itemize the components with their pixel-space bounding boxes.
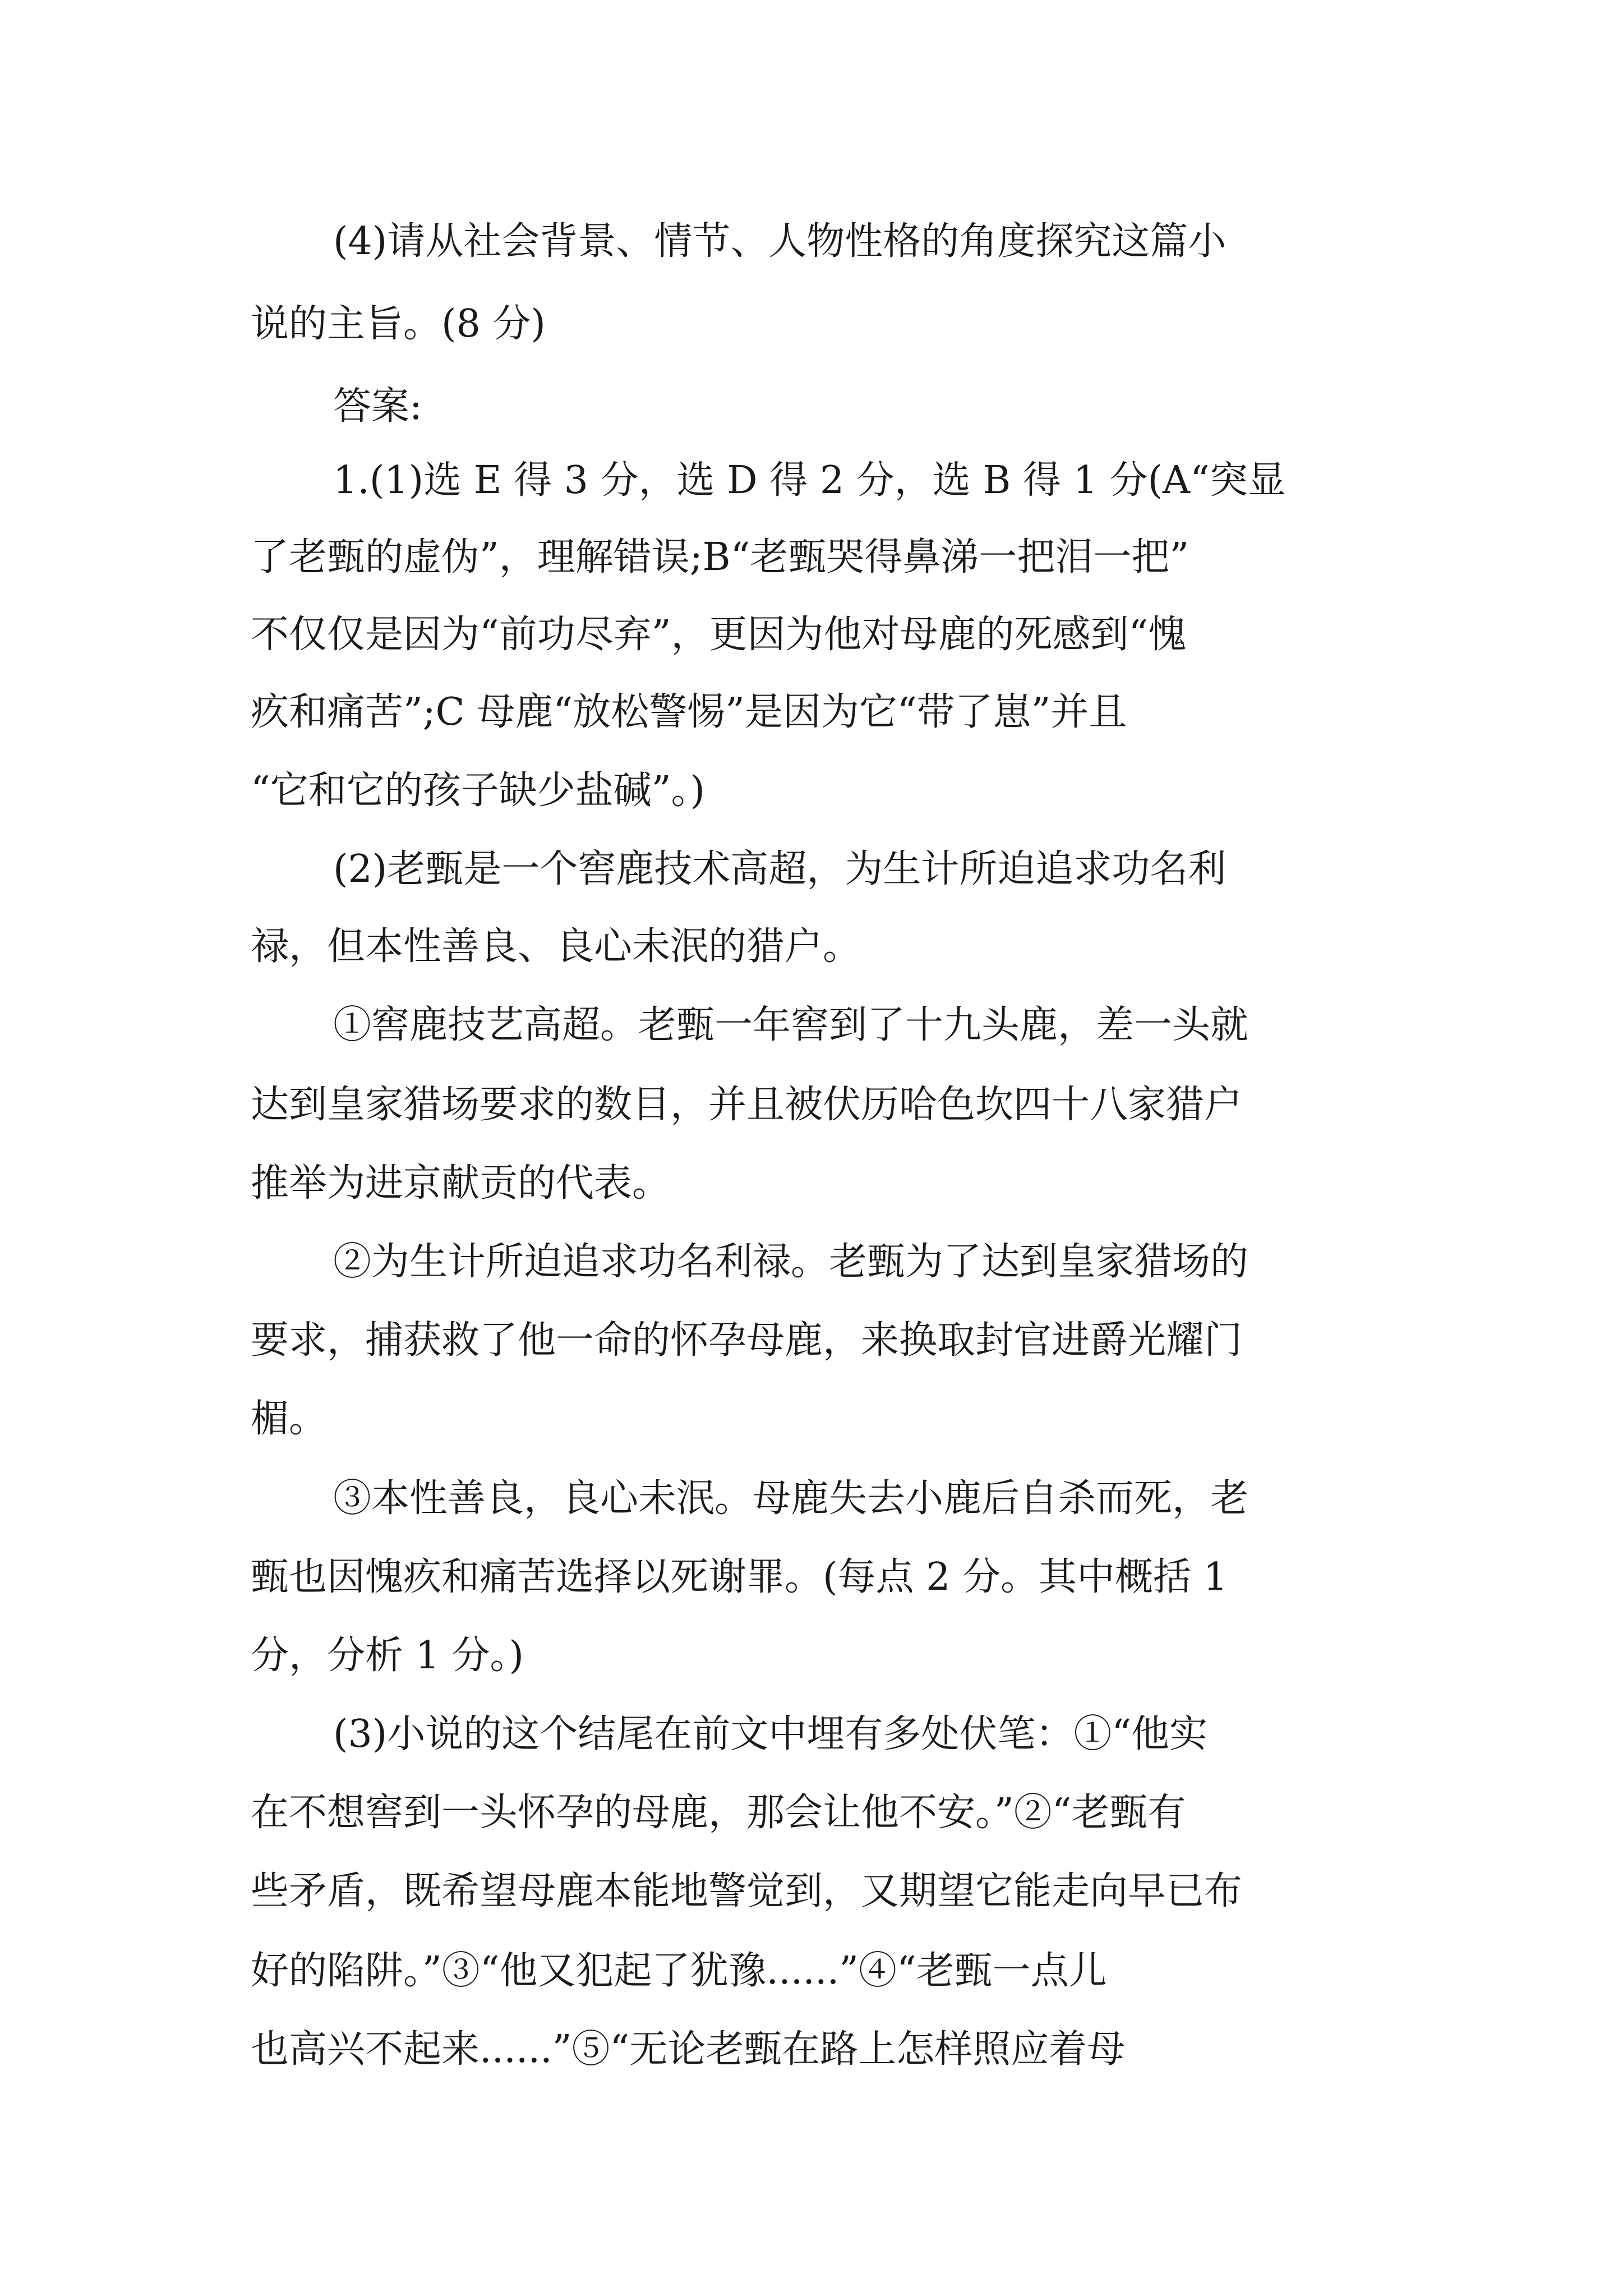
text-line: “它和它的孩子缺少盐碱”。) xyxy=(251,769,706,813)
text-line: 禄，但本性善良、良心未泯的猎户。 xyxy=(251,924,861,969)
text-line: ③本性善良，良心未泯。母鹿失去小鹿后自杀而死，老 xyxy=(333,1476,1249,1521)
text-line: 楣。 xyxy=(251,1397,328,1441)
text-line: 疚和痛苦”;C 母鹿“放松警惕”是因为它“带了崽”并且 xyxy=(251,690,1127,734)
text-line: 说的主旨。(8 分) xyxy=(251,302,546,346)
text-line: 1.(1)选 E 得 3 分，选 D 得 2 分，选 B 得 1 分(A“突显 xyxy=(333,458,1286,503)
text-line: 在不想窖到一头怀孕的母鹿，那会让他不安。”②“老甄有 xyxy=(251,1791,1186,1835)
text-line: ①窖鹿技艺高超。老甄一年窖到了十九头鹿，差一头就 xyxy=(333,1003,1249,1047)
text-line: 不仅仅是因为“前功尽弃”，更因为他对母鹿的死感到“愧 xyxy=(251,613,1187,657)
text-line: 分，分析 1 分。) xyxy=(251,1634,524,1678)
text-line: 也高兴不起来......”⑤“无论老甄在路上怎样照应着母 xyxy=(251,2027,1126,2072)
text-line: ②为生计所迫追求功名利禄。老甄为了达到皇家猎场的 xyxy=(333,1240,1249,1284)
text-line: 些矛盾，既希望母鹿本能地警觉到，又期望它能走向早已布 xyxy=(251,1869,1243,1913)
text-line: 推举为进京献贡的代表。 xyxy=(251,1161,671,1205)
text-line: (2)老甄是一个窖鹿技术高超，为生计所迫追求功名利 xyxy=(333,847,1227,891)
text-line: 达到皇家猎场要求的数目，并且被伏历哈色坎四十八家猎户 xyxy=(251,1083,1243,1127)
text-line: 答案: xyxy=(333,384,422,429)
text-line: (3)小说的这个结尾在前文中埋有多处伏笔：①“他实 xyxy=(333,1712,1208,1756)
text-line: (4)请从社会背景、情节、人物性格的角度探究这篇小 xyxy=(333,219,1227,264)
text-line: 好的陷阱。”③“他又犯起了犹豫......”④“老甄一点儿 xyxy=(251,1949,1107,1993)
text-line: 要求，捕获救了他一命的怀孕母鹿，来换取封官进爵光耀门 xyxy=(251,1318,1243,1363)
text-line: 了老甄的虚伪”，理解错误;B“老甄哭得鼻涕一把泪一把” xyxy=(251,535,1189,579)
text-line: 甄也因愧疚和痛苦选择以死谢罪。(每点 2 分。其中概括 1 xyxy=(251,1555,1228,1599)
